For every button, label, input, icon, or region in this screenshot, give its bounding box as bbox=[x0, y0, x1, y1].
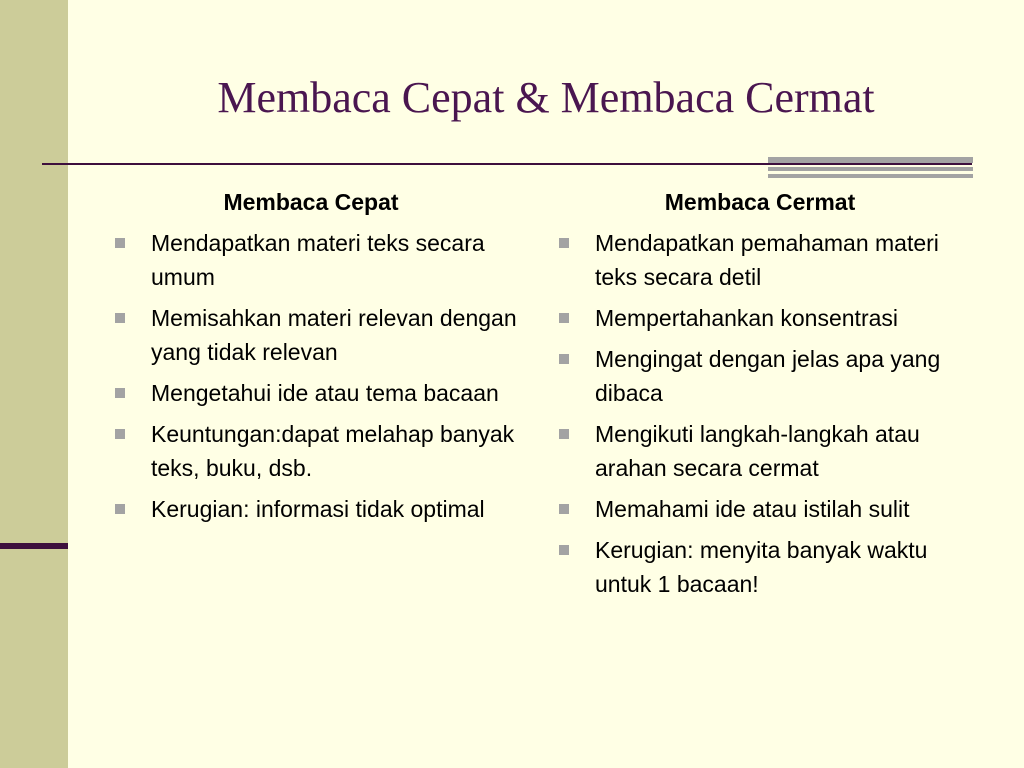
decoration-bar bbox=[768, 157, 973, 163]
list-item-text: Mengikuti langkah-langkah atau arahan secara cermat bbox=[595, 421, 920, 481]
list-item-text: Keuntungan:dapat melahap banyak teks, buku, dsb. bbox=[151, 421, 515, 481]
title-decoration-bars bbox=[768, 157, 973, 181]
list-item-text: Mengetahui ide atau tema bacaan bbox=[151, 380, 499, 406]
list-item bbox=[555, 301, 975, 335]
list-item bbox=[555, 492, 975, 526]
left-bullet-list bbox=[111, 226, 521, 526]
slide-title: Membaca Cepat & Membaca Cermat bbox=[217, 73, 875, 122]
right-bullet-list bbox=[555, 226, 975, 601]
list-item bbox=[555, 533, 975, 601]
square-bullet-icon bbox=[559, 238, 569, 248]
list-item bbox=[555, 342, 975, 410]
side-decoration-band bbox=[0, 0, 68, 768]
list-item-text: Kerugian: menyita banyak waktu untuk 1 bacaan! bbox=[595, 537, 928, 597]
side-accent-line bbox=[0, 543, 68, 549]
square-bullet-icon bbox=[559, 545, 569, 555]
list-item-text: Memisahkan materi relevan dengan yang tidak relevan bbox=[151, 305, 517, 365]
list-item bbox=[111, 492, 521, 526]
list-item-text: Mempertahankan konsentrasi bbox=[595, 305, 898, 331]
list-item-text: Kerugian: informasi tidak optimal bbox=[151, 496, 485, 522]
decoration-bar bbox=[768, 174, 973, 178]
square-bullet-icon bbox=[115, 429, 125, 439]
list-item bbox=[555, 226, 975, 294]
square-bullet-icon bbox=[559, 504, 569, 514]
list-item bbox=[111, 301, 521, 369]
right-column-heading: Membaca Cermat bbox=[664, 189, 856, 215]
square-bullet-icon bbox=[115, 504, 125, 514]
list-item-text: Mengingat dengan jelas apa yang dibaca bbox=[595, 346, 941, 406]
square-bullet-icon bbox=[115, 238, 125, 248]
list-item-text: Mendapatkan pemahaman materi teks secara detil bbox=[595, 230, 939, 290]
square-bullet-icon bbox=[559, 354, 569, 364]
square-bullet-icon bbox=[559, 313, 569, 323]
list-item-text: Mendapatkan materi teks secara umum bbox=[151, 230, 485, 290]
list-item bbox=[111, 226, 521, 294]
list-item bbox=[111, 417, 521, 485]
list-item bbox=[555, 417, 975, 485]
square-bullet-icon bbox=[559, 429, 569, 439]
list-item-text: Memahami ide atau istilah sulit bbox=[595, 496, 910, 522]
square-bullet-icon bbox=[115, 313, 125, 323]
left-column-heading: Membaca Cepat bbox=[223, 189, 399, 215]
list-item bbox=[111, 376, 521, 410]
square-bullet-icon bbox=[115, 388, 125, 398]
right-column bbox=[555, 186, 975, 608]
decoration-bar bbox=[768, 167, 973, 171]
left-column bbox=[111, 186, 521, 533]
